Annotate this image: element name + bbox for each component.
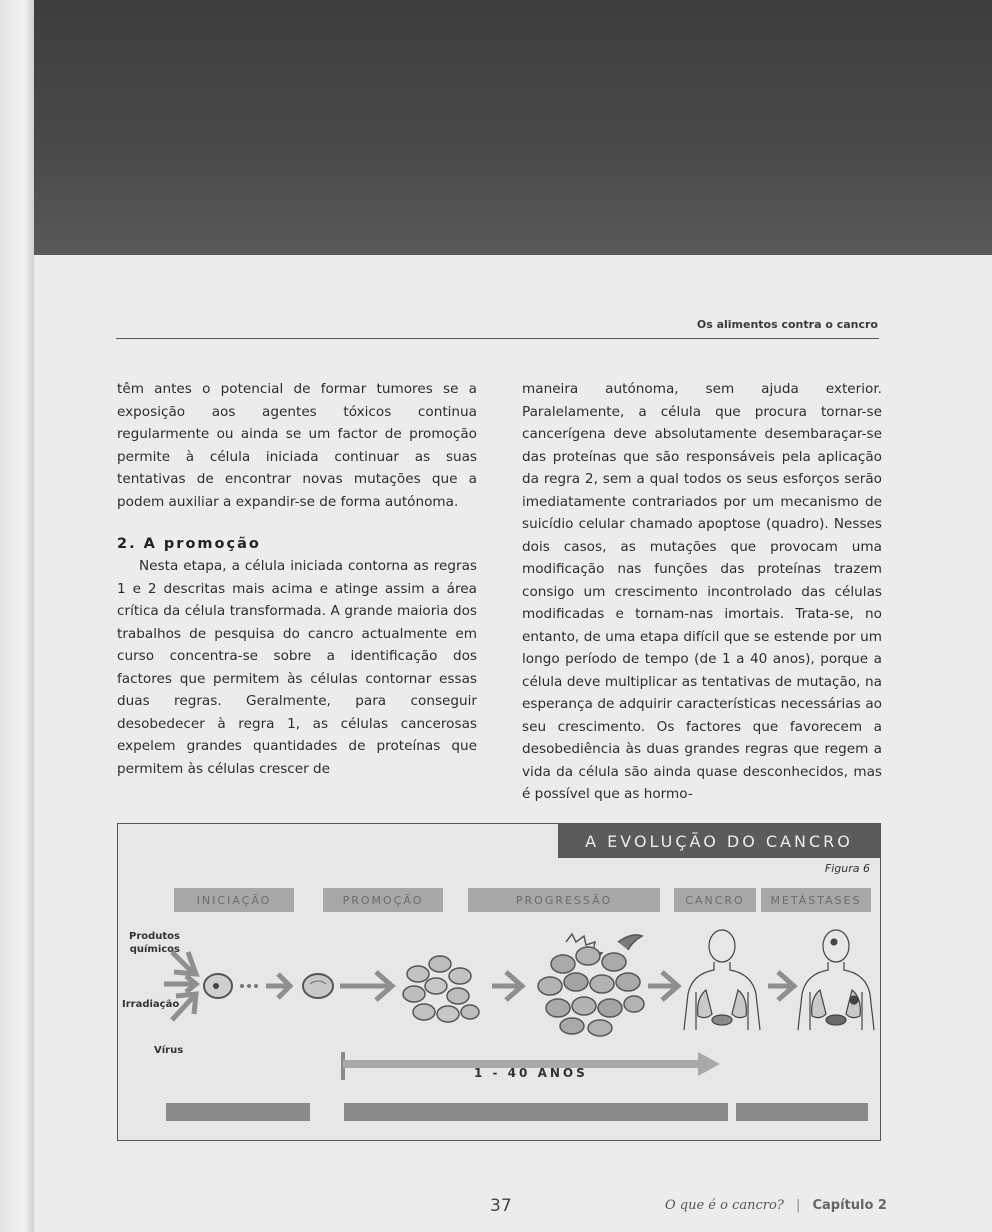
page-number: 37 (490, 1196, 512, 1216)
stage-cancer: CANCRO (674, 888, 756, 912)
dots (240, 984, 258, 988)
scan-background-shadow (0, 0, 992, 258)
running-head: Os alimentos contra o cancro (696, 318, 878, 331)
stage-progression: PROGRESSÃO (468, 888, 660, 912)
cell-cluster (403, 956, 479, 1022)
book-title: O que é o cancro? (665, 1198, 784, 1213)
duration-label: 1 - 40 ANOS (474, 1066, 588, 1080)
body-metastasis (798, 930, 874, 1030)
process-bar (736, 1103, 868, 1121)
arrow (768, 972, 794, 1000)
arrow (492, 972, 522, 1000)
initiated-cell (303, 974, 333, 998)
figure-illustration (118, 824, 880, 1140)
body-cancer (684, 930, 760, 1030)
normal-cell (204, 974, 232, 998)
figure-label: Figura 6 (824, 862, 870, 875)
paragraph: Nesta etapa, a célula iniciada contorna as regras 1 e 2 descritas mais acima e atinge assim a área crítica da célula transformada. A grande maioria dos trabalhos de pesquisa do cancro actualmente em curso concentra-se sobre a identificação dos factores que permitem às células contornar essas duas regras. Geralmente, para conseguir desobedecer à regra 1, as células cancerosas expelem grandes quantidades de proteínas que permitem às células crescer de (117, 558, 477, 777)
agent-irradiation: Irradiação (122, 999, 180, 1010)
text-column-left (117, 378, 477, 780)
page-footer (665, 1198, 887, 1213)
agent-virus: Vírus (154, 1045, 184, 1056)
paragraph: têm antes o potencial de formar tumores se a exposição aos agentes tóxicos continua regularmente ou ainda se um factor de promoção permite à célula iniciada continuar as suas tentativas de encontrar novas mutações que a podem auxiliar a expandir-se de forma autónoma. (117, 381, 477, 510)
stage-metastasis: METÁSTASES (761, 888, 871, 912)
header-rule (116, 338, 879, 339)
agent-arrows (164, 952, 196, 1020)
stage-initiation: INICIAÇÃO (174, 888, 294, 912)
stage-promotion: PROMOÇÃO (323, 888, 443, 912)
section-heading: 2. A promoção (117, 536, 261, 552)
figure-cancer-evolution (117, 823, 881, 1141)
chapter-label: Capítulo 2 (812, 1198, 887, 1213)
text-column-right (522, 378, 882, 806)
arrow (648, 972, 678, 1000)
arrow (340, 972, 392, 1000)
figure-title: A EVOLUÇÃO DO CANCRO (558, 824, 880, 858)
footer-separator: | (795, 1198, 801, 1213)
paragraph: maneira autónoma, sem ajuda exterior. Paralelamente, a célula que procura tornar-se cancerígena deve absolutamente desembaraçar-se das proteínas que são responsáveis pela aplicação da regra 2, sem a qual todos os seus esforços serão imediatamente contrariados por um mecanismo de suicídio celular chamado apoptose (quadro). Nesses dois casos, as mutações que provocam uma modificação nas funções das proteínas trazem consigo um crescimento incontrolado das células modificadas e tornam-nas imortais. Trata-se, no entanto, de uma etapa difícil que se estende por um longo período de tempo (de 1 a 40 anos), porque a célula deve multiplicar as tentativas de mutação, na esperança de adquirir características necessárias ao seu crescimento. Os factores que favorecem a desobediência às duas grandes regras que regem a vida da célula são ainda quase desconhecidos, mas é possível que as hormo- (522, 381, 882, 802)
process-bar (344, 1103, 728, 1121)
tumor-mass (538, 934, 644, 1036)
process-bar (166, 1103, 310, 1121)
arrow (266, 974, 290, 998)
agent-chemicals: Produtos químicos (128, 931, 180, 955)
facing-page-edge (0, 0, 34, 1232)
